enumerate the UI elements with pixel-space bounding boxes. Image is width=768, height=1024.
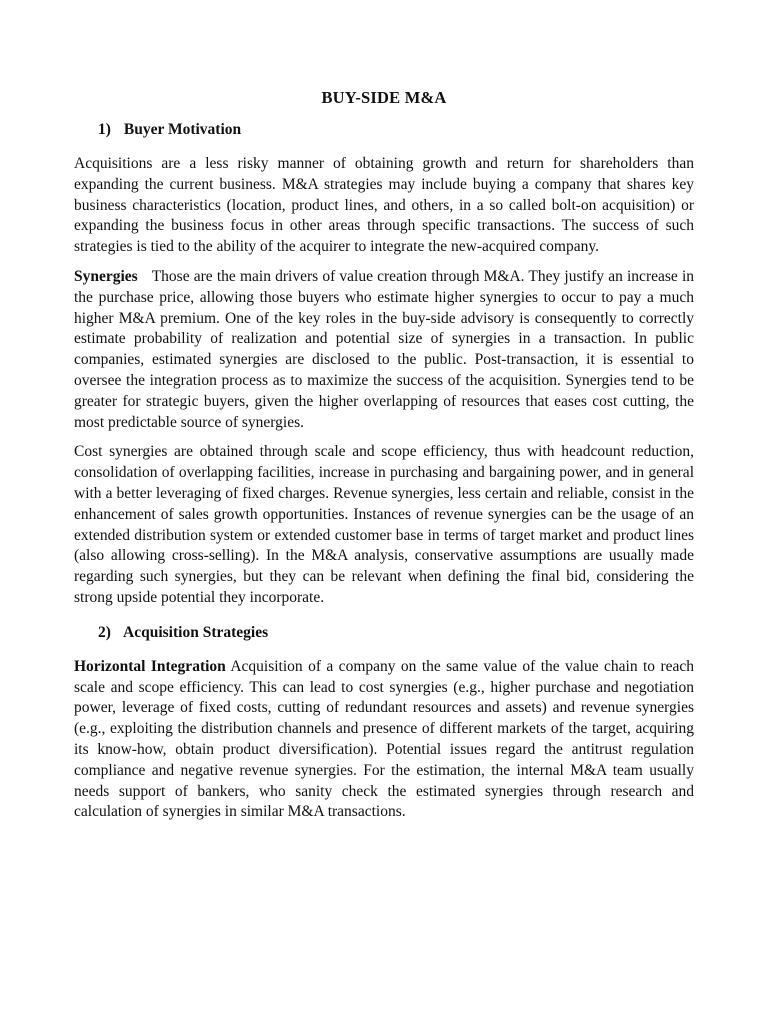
paragraph-text: Acquisitions are a less risky manner of obtaining growth and return for shareholders than expanding the current business. M&A strategies may include buying a company that shares key business characteristics (location, product lines, and others, in a so called bolt-on acquisition) or expanding the business focus in other areas through specific transactions. The success of such strategies is tied to the ability of the acquirer to integrate the new-acquired company. <box>74 155 694 256</box>
paragraph-text: Those are the main drivers of value creation through M&A. They justify an increase in the purchase price, allowing those buyers who estimate higher synergies to occur to pay a much higher M&A premium. One of the key roles in the buy-side advisory is consequently to correctly estimate probability of realization and potential size of synergies in a transaction. In public companies, estimated synergies are disclosed to the public. Post-transaction, it is essential to oversee the integration process as to maximize the success of the acquisition. Synergies tend to be greater for strategic buyers, given the higher overlapping of resources that eases cost cutting, the most predictable source of synergies. <box>74 267 694 431</box>
section-title: Buyer Motivation <box>123 121 242 138</box>
paragraph-lead-term: Synergies <box>74 267 138 285</box>
document-title: BUY-SIDE M&A <box>321 88 447 107</box>
document-page <box>74 88 694 832</box>
paragraph-text: Cost synergies are obtained through scale and scope efficiency, thus with headcount reduction, consolidation of overlapping facilities, increase in purchasing and bargaining power, and in general with a better leveraging of fixed charges. Revenue synergies, less certain and reliable, consist in the enhancement of sales growth opportunities. Instances of revenue synergies can be the usage of an extended distribution system or extended customer base in terms of target market and product lines (also allowing cross-selling). In the M&A analysis, conservative assumptions are usually made regarding such synergies, but they can be relevant when defining the final bid, considering the strong upside potential they incorporate. <box>74 443 694 606</box>
section-buyer-motivation <box>74 121 694 609</box>
section-acquisition-strategies <box>74 624 694 823</box>
section-title: Acquisition Strategies <box>123 623 269 641</box>
paragraph <box>74 657 694 823</box>
paragraph <box>74 267 694 433</box>
section-number: 1) <box>98 121 111 138</box>
section-heading <box>74 624 694 642</box>
paragraph-text: Acquisition of a company on the same value of the value chain to reach scale and scope efficiency. This can lead to cost synergies (e.g., higher purchase and negotiation power, leverage of fixed costs, cutting of redundant resources and assets) and revenue synergies (e.g., exploiting the distribution channels and presence of different markets of the target, acquiring its know-how, obtain product diversification). Potential issues regard the antitrust regulation compliance and negative revenue synergies. For the estimation, the internal M&A team usually needs support of bankers, who sanity check the estimated synergies through research and calculation of synergies in similar M&A transactions. <box>74 657 694 821</box>
paragraph-lead-term: Horizontal Integration <box>74 657 226 675</box>
paragraph <box>74 154 694 258</box>
paragraph <box>74 442 694 608</box>
section-number: 2) <box>98 623 111 641</box>
section-heading <box>74 121 694 139</box>
